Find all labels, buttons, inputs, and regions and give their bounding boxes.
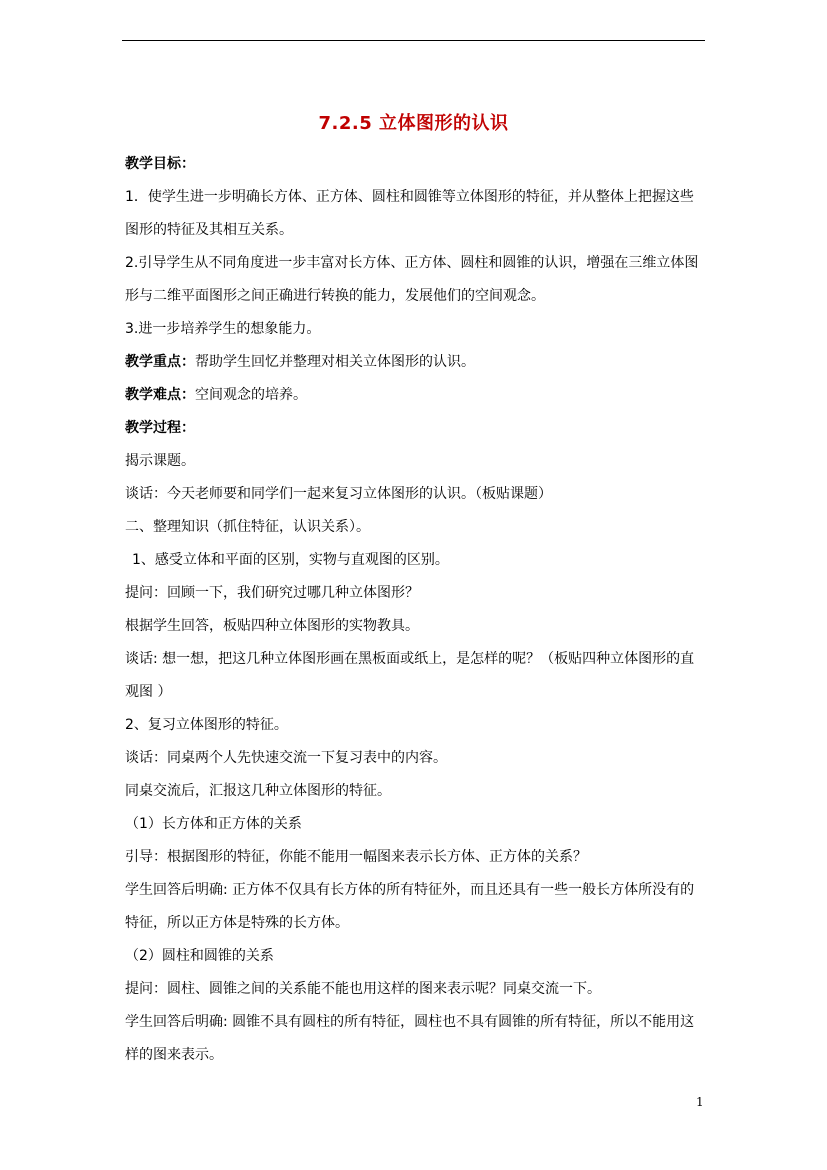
difficulty-text: 空间观念的培养。 <box>195 387 307 403</box>
paragraph: 2、复习立体图形的特征。 <box>125 717 288 733</box>
paragraph: 谈话: 想一想，把这几种立体图形画在黑板面或纸上，是怎样的呢？（板贴四种立体图形的直观图 ） <box>125 651 695 700</box>
paragraph: 根据学生回答，板贴四种立体图形的实物教具。 <box>125 618 419 634</box>
paragraph: 提问：圆柱、圆锥之间的关系能不能也用这样的图来表示呢？同桌交流一下。 <box>125 981 601 997</box>
goal-2: 2.引导学生从不同角度进一步丰富对长方体、正方体、圆柱和圆锥的认识，增强在三维立体图形与二维平面图形之间正确进行转换的能力，发展他们的空间观念。 <box>125 255 699 304</box>
document-body <box>125 148 705 1072</box>
goal-1: 1．使学生进一步明确长方体、正方体、圆柱和圆锥等立体图形的特征，并从整体上把握这些图形的特征及其相互关系。 <box>125 189 694 238</box>
paragraph: 学生回答后明确: 正方体不仅具有长方体的所有特征外，而且还具有一些一般长方体所没有的特征，所以正方体是特殊的长方体。 <box>125 882 695 931</box>
paragraph: 同桌交流后，汇报这几种立体图形的特征。 <box>125 783 391 799</box>
paragraph: 二、整理知识（抓住特征，认识关系）。 <box>125 519 370 535</box>
paragraph: 谈话：今天老师要和同学们一起来复习立体图形的认识。（板贴课题） <box>125 486 552 502</box>
paragraph: 提问：回顾一下，我们研究过哪几种立体图形？ <box>125 585 419 601</box>
paragraph: （1）长方体和正方体的关系 <box>125 816 302 832</box>
process-heading: 教学过程： <box>125 420 195 436</box>
goal-3: 3.进一步培养学生的想象能力。 <box>125 321 321 337</box>
document-title: 7.2.5 立体图形的认识 <box>318 113 509 134</box>
paragraph: 学生回答后明确: 圆锥不具有圆柱的所有特征，圆柱也不具有圆锥的所有特征，所以不能用这样的图来表示。 <box>125 1014 695 1063</box>
key-point <box>125 346 705 379</box>
header-rule <box>122 40 705 41</box>
paragraph: 揭示课题。 <box>125 453 195 469</box>
difficulty-label: 教学难点： <box>125 387 195 403</box>
goals-heading: 教学目标： <box>125 156 195 172</box>
key-point-text: 帮助学生回忆并整理对相关立体图形的认识。 <box>195 354 475 370</box>
paragraph: 引导：根据图形的特征，你能不能用一幅图来表示长方体、正方体的关系？ <box>125 849 587 865</box>
page-number: 1 <box>696 1095 704 1109</box>
paragraph: 谈话：同桌两个人先快速交流一下复习表中的内容。 <box>125 750 447 766</box>
difficulty-point <box>125 379 705 412</box>
paragraph: （2）圆柱和圆锥的关系 <box>125 948 274 964</box>
paragraph: 1、感受立体和平面的区别，实物与直观图的区别。 <box>132 552 449 568</box>
key-point-label: 教学重点： <box>125 354 195 370</box>
